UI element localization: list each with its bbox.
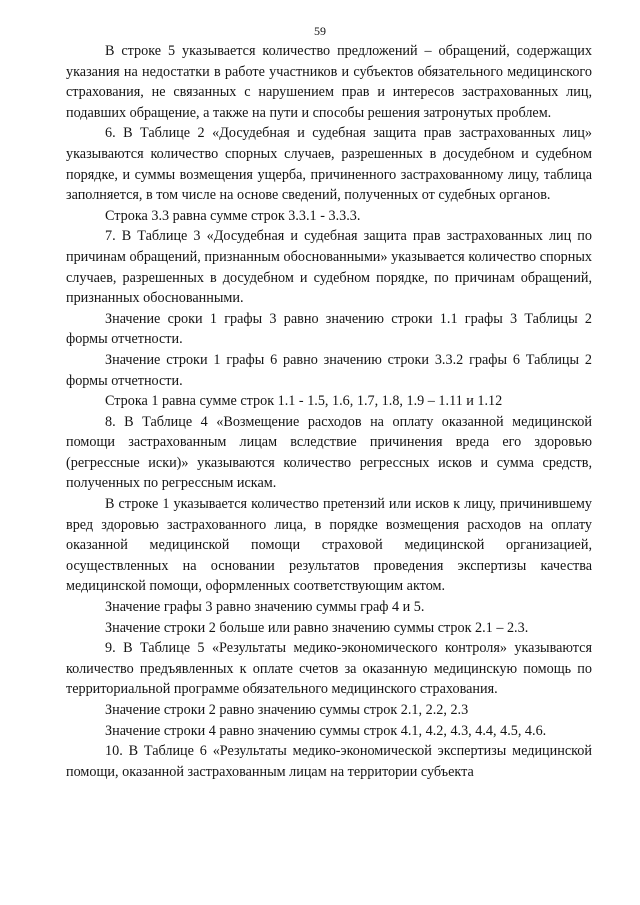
paragraph: 8. В Таблице 4 «Возмещение расходов на оплату оказанной медицинской помощи застрахованным лицам вследствие причинения вреда его здоровью (регрессные иски)» указываются количество регрессных исков и сумма средств, полученных по регрессным искам. [66, 413, 592, 492]
paragraph: Значение строки 2 равно значению суммы строк 2.1, 2.2, 2.3 [105, 702, 469, 718]
paragraph: 7. В Таблице 3 «Досудебная и судебная защита прав застрахованных лиц по причинам обращений, признанным обоснованными» указывается количество спорных случаев, разрешенных в досудебном и судебном порядке, по причинам обращений, признанных обоснованными. [66, 228, 592, 307]
paragraph: 10. В Таблице 6 «Результаты медико-экономической экспертизы медицинской помощи, оказанной застрахованным лицам на территории субъекта [66, 743, 592, 780]
paragraph: Строка 3.3 равна сумме строк 3.3.1 - 3.3.3. [105, 207, 361, 224]
paragraph: В строке 1 указывается количество претензий или исков к лицу, причинившему вред здоровью застрахованного лица, в порядке возмещения расходов на оплату оказанной медицинской помощи страховой медицинской организацией, осуществленных на основании результатов проведения экспертизы качества медицинской помощи, оформленных соответствующим актом. [66, 496, 592, 595]
paragraph: 6. В Таблице 2 «Досудебная и судебная защита прав застрахованных лиц» указываются количество спорных случаев, разрешенных в досудебном и судебном порядке, и суммы возмещения ущерба, причиненного застрахованному лицу, таблица заполняется, в том числе на основе сведений, полученных от судебных органов. [66, 125, 592, 204]
paragraph: Значение строки 4 равно значению суммы строк 4.1, 4.2, 4.3, 4.4, 4.5, 4.6. [105, 722, 547, 739]
paragraph: 9. В Таблице 5 «Результаты медико-экономического контроля» указываются количество предъявленных к оплате счетов за оказанную медицинскую помощь по территориальной программе обязательного медицинского страхования. [66, 640, 592, 698]
paragraph: Значение строки 2 больше или равно значению суммы строк 2.1 – 2.3. [105, 619, 529, 636]
page-number: 59 [314, 24, 326, 38]
paragraph: В строке 5 указывается количество предложений – обращений, содержащих указания на недостатки в работе участников и субъектов обязательного медицинского страхования, не связанных с нарушением прав и интересов застрахованных лиц, подавших обращение, а также на пути и способы решения затронутых проблем. [66, 43, 592, 121]
paragraph: Значение графы 3 равно значению суммы граф 4 и 5. [105, 599, 425, 616]
paragraph: Строка 1 равна сумме строк 1.1 - 1.5, 1.6, 1.7, 1.8, 1.9 – 1.11 и 1.12 [105, 393, 503, 410]
document-body [66, 41, 592, 782]
paragraph: Значение сроки 1 графы 3 равно значению строки 1.1 графы 3 Таблицы 2 формы отчетности. [66, 310, 592, 348]
paragraph: Значение строки 1 графы 6 равно значению строки 3.3.2 графы 6 Таблицы 2 формы отчетности. [66, 351, 592, 389]
